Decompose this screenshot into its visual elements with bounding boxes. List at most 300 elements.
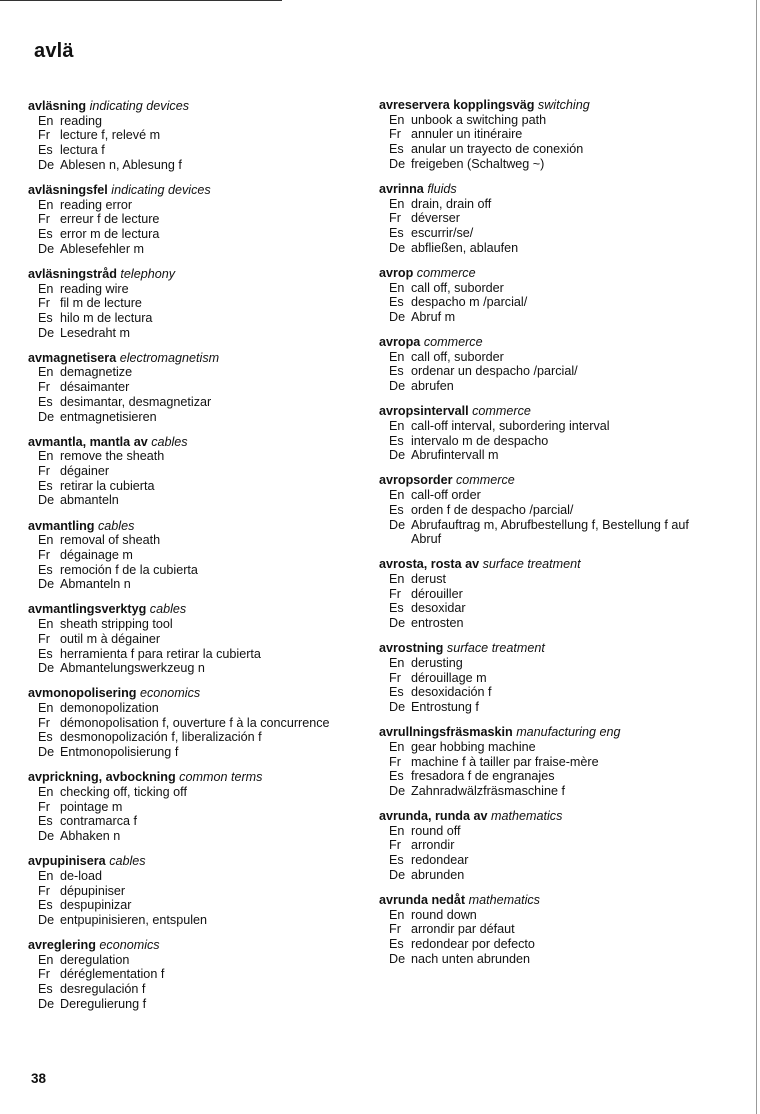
translation-text: dépupiniser (60, 883, 126, 898)
entry-head (28, 854, 368, 869)
translation-text: Deregulierung f (60, 996, 147, 1011)
translation-text: demonopolization (60, 701, 159, 716)
translation-row (28, 982, 368, 997)
entry-head (28, 183, 368, 198)
language-code: De (38, 493, 55, 508)
translation-text: despacho m /parcial/ (411, 295, 528, 310)
entry-domain: switching (537, 98, 590, 112)
language-code: Fr (38, 464, 50, 479)
language-code: Es (389, 142, 404, 157)
translation-row (379, 113, 719, 128)
translation-text: machine f à tailler par fraise-mère (411, 754, 599, 769)
translation-row (379, 350, 719, 365)
language-code: En (38, 197, 54, 212)
translation-text: redondear (411, 853, 469, 868)
language-code: Es (389, 769, 404, 784)
dictionary-entry (379, 725, 719, 799)
top-rule (0, 0, 282, 1)
translation-row (28, 449, 368, 464)
entry-head (28, 938, 368, 953)
translation-text: redondear por defecto (411, 937, 535, 952)
dictionary-entry (379, 809, 719, 883)
entry-term: avreglering (28, 938, 96, 953)
language-code: Fr (38, 380, 50, 395)
language-code: Fr (389, 838, 401, 853)
translation-row (379, 868, 719, 883)
entry-term: avmantla, mantla av (28, 434, 148, 449)
entry-head (28, 519, 368, 534)
entry-head (379, 182, 719, 197)
translation-row (379, 671, 719, 686)
language-code: Es (389, 364, 404, 379)
language-code: En (389, 280, 405, 295)
translation-text: escurrir/se/ (411, 226, 474, 241)
entry-head (379, 641, 719, 656)
language-code: En (389, 349, 405, 364)
translation-text: désaimanter (60, 380, 130, 395)
translation-text: Abmanteln n (60, 577, 131, 592)
translation-row (28, 898, 368, 913)
entry-domain: fluids (427, 181, 457, 196)
translation-row (379, 281, 719, 296)
translation-text: dérouillage m (411, 670, 487, 685)
entry-domain: common terms (179, 770, 263, 785)
translation-row (28, 829, 368, 844)
translation-row (379, 824, 719, 839)
translation-text: abrufen (411, 379, 454, 394)
language-code: De (38, 577, 55, 592)
language-code: Es (38, 227, 53, 242)
entry-head (379, 725, 719, 740)
entry-term: avropa (379, 335, 421, 350)
entry-term: avmantling (28, 518, 95, 533)
translation-text: Abrufauftrag m, Abrufbestellung f, Bestellung f auf Abruf (411, 517, 689, 547)
translation-text: dérouiller (411, 586, 463, 601)
language-code: Es (38, 982, 53, 997)
language-code: En (389, 112, 405, 127)
language-code: De (38, 409, 55, 424)
dictionary-entry (28, 519, 368, 593)
entry-term: avrinna (379, 181, 424, 196)
translation-row (379, 364, 719, 379)
language-code: En (38, 617, 54, 632)
language-code: En (389, 488, 405, 503)
translation-text: Entmonopolisierung f (60, 745, 179, 760)
translation-text: reading (60, 113, 103, 128)
translation-text: call off, suborder (411, 280, 504, 295)
translation-row (379, 587, 719, 602)
translation-row (28, 242, 368, 257)
dictionary-entry (28, 351, 368, 425)
translation-text: entpupinisieren, entspulen (60, 912, 208, 927)
language-code: Es (38, 646, 53, 661)
translation-row (379, 142, 719, 157)
entry-head (28, 686, 368, 701)
translation-text: retirar la cubierta (60, 478, 155, 493)
translation-text: despupinizar (60, 898, 132, 913)
translation-row (28, 212, 368, 227)
entry-head (379, 893, 719, 908)
language-code: De (389, 951, 406, 966)
language-code: De (389, 240, 406, 255)
translation-text: entmagnetisieren (60, 409, 157, 424)
translation-text: unbook a switching path (411, 112, 547, 127)
translation-text: round off (411, 823, 461, 838)
translation-text: demagnetize (60, 365, 133, 380)
translation-text: Abrufintervall m (411, 448, 499, 463)
translation-row (379, 922, 719, 937)
language-code: De (389, 379, 406, 394)
right-column (379, 98, 719, 977)
language-code: Fr (38, 631, 50, 646)
translation-text: lecture f, relevé m (60, 128, 161, 143)
language-code: De (38, 829, 55, 844)
entry-domain: cables (151, 434, 188, 449)
page-number: 38 (31, 1071, 47, 1086)
dictionary-entry (379, 893, 719, 967)
dictionary-entry (28, 854, 368, 928)
language-code: En (38, 952, 54, 967)
translation-row (28, 785, 368, 800)
language-code: De (38, 996, 55, 1011)
translation-row (28, 716, 368, 731)
translation-row (28, 326, 368, 341)
translation-row (28, 632, 368, 647)
translation-text: Entrostung f (411, 700, 479, 715)
translation-text: Zahnradwälzfräsmaschine f (411, 783, 565, 798)
entry-domain: commerce (456, 473, 515, 488)
language-code: De (389, 616, 406, 631)
dictionary-entry (379, 557, 719, 631)
language-code: En (389, 418, 405, 433)
translation-row (379, 769, 719, 784)
dictionary-entry (28, 183, 368, 257)
translation-row (28, 158, 368, 173)
translation-row (28, 884, 368, 899)
entry-head (28, 435, 368, 450)
dictionary-entry (379, 404, 719, 463)
entry-term: avreservera kopplingsväg (379, 98, 535, 112)
language-code: Es (38, 394, 53, 409)
left-column (28, 99, 368, 1022)
translation-row (379, 211, 719, 226)
translation-row (28, 282, 368, 297)
translation-text: intervalo m de despacho (411, 433, 549, 448)
translation-text: ordenar un despacho /parcial/ (411, 364, 578, 379)
translation-row (379, 952, 719, 967)
language-code: Es (389, 685, 404, 700)
entry-head (28, 770, 368, 785)
translation-row (28, 464, 368, 479)
translation-text: deregulation (60, 952, 130, 967)
translation-row (28, 114, 368, 129)
translation-text: removal of sheath (60, 533, 161, 548)
language-code: En (38, 701, 54, 716)
entry-domain: mathematics (468, 892, 540, 907)
language-code: En (389, 823, 405, 838)
translation-text: dégainage m (60, 547, 133, 562)
translation-text: Ablesefehler m (60, 241, 144, 256)
entry-domain: commerce (423, 335, 483, 350)
translation-text: call off, suborder (411, 349, 504, 364)
translation-row (28, 143, 368, 158)
language-code: Es (389, 601, 404, 616)
translation-text: desoxidar (411, 601, 466, 616)
dictionary-entry (28, 602, 368, 676)
page-edge-rule (756, 0, 757, 1114)
translation-text: gear hobbing machine (411, 739, 536, 754)
language-code: De (389, 783, 406, 798)
translation-text: remove the sheath (60, 449, 165, 464)
language-code: Fr (38, 715, 50, 730)
language-code: De (389, 700, 406, 715)
translation-text: call-off order (411, 488, 481, 503)
translation-row (28, 365, 368, 380)
entry-domain: indicating devices (89, 99, 190, 113)
entry-term: avropsintervall (379, 404, 469, 419)
language-code: De (38, 745, 55, 760)
entry-head (28, 602, 368, 617)
language-code: Es (38, 562, 53, 577)
entry-head (28, 267, 368, 282)
language-code: De (38, 661, 55, 676)
running-headword: avlä (34, 40, 74, 62)
translation-row (28, 701, 368, 716)
translation-row (28, 617, 368, 632)
entry-term: avrullningsfräsmaskin (379, 725, 513, 740)
translation-text: desmonopolización f, liberalización f (60, 730, 262, 745)
language-code: En (389, 739, 405, 754)
translation-text: de-load (60, 868, 103, 883)
translation-row (28, 800, 368, 815)
entry-head (379, 473, 719, 488)
entry-term: avrunda nedåt (379, 892, 466, 907)
language-code: Es (38, 143, 53, 158)
translation-row (28, 311, 368, 326)
translation-text: error m de lectura (60, 227, 160, 242)
language-code: Fr (389, 754, 401, 769)
translation-text: round down (411, 907, 477, 922)
translation-row (28, 563, 368, 578)
translation-text: abfließen, ablaufen (411, 240, 519, 255)
translation-row (379, 127, 719, 142)
entry-head (379, 404, 719, 419)
translation-row (28, 479, 368, 494)
entry-domain: economics (139, 686, 201, 701)
language-code: Fr (389, 922, 401, 937)
language-code: Es (38, 478, 53, 493)
translation-row (28, 577, 368, 592)
entry-term: avmagnetisera (28, 350, 117, 365)
translation-row (379, 740, 719, 755)
language-code: En (389, 655, 405, 670)
translation-row (28, 296, 368, 311)
language-code: Es (38, 898, 53, 913)
translation-row (379, 157, 719, 172)
entry-term: avläsningstråd (28, 266, 117, 281)
translation-row (379, 685, 719, 700)
entry-domain: telephony (120, 266, 176, 281)
language-code: Es (38, 310, 53, 325)
translation-row (28, 953, 368, 968)
translation-text: reading wire (60, 281, 129, 296)
language-code: Fr (38, 799, 50, 814)
translation-text: drain, drain off (411, 196, 492, 211)
translation-text: derusting (411, 655, 463, 670)
translation-text: erreur f de lecture (60, 212, 160, 227)
translation-text: outil m à dégainer (60, 631, 161, 646)
entry-domain: cables (109, 854, 146, 869)
translation-row (28, 814, 368, 829)
language-code: De (38, 325, 55, 340)
dictionary-entry (379, 182, 719, 256)
entry-term: avprickning, avbockning (28, 770, 176, 785)
translation-text: Abhaken n (60, 829, 121, 844)
translation-text: call-off interval, subordering interval (411, 418, 610, 433)
translation-row (28, 997, 368, 1012)
language-code: Fr (38, 547, 50, 562)
entry-domain: cables (97, 518, 135, 533)
translation-text: Ablesen n, Ablesung f (60, 157, 182, 172)
entry-term: avläsningsfel (28, 182, 108, 197)
language-code: En (38, 281, 54, 296)
translation-text: orden f de despacho /parcial/ (411, 502, 574, 517)
translation-row (28, 647, 368, 662)
translation-row (379, 656, 719, 671)
translation-row (379, 197, 719, 212)
language-code: En (389, 907, 405, 922)
language-code: Fr (38, 212, 50, 227)
dictionary-entry (379, 266, 719, 325)
translation-text: arrondir par défaut (411, 922, 515, 937)
language-code: Fr (38, 128, 50, 143)
language-code: De (389, 448, 406, 463)
entry-term: avrostning (379, 641, 444, 656)
language-code: Fr (38, 883, 50, 898)
translation-row (379, 295, 719, 310)
translation-text: fresadora f de engranajes (411, 769, 555, 784)
language-code: Fr (389, 586, 401, 601)
translation-text: abmanteln (60, 493, 119, 508)
translation-row (28, 967, 368, 982)
translation-text: fil m de lecture (60, 296, 142, 311)
translation-text: dégainer (60, 464, 110, 479)
translation-text: annuler un itinéraire (411, 127, 523, 142)
translation-row (28, 395, 368, 410)
translation-text: freigeben (Schaltweg ~) (411, 156, 545, 171)
translation-text: derust (411, 572, 447, 587)
translation-text: pointage m (60, 799, 123, 814)
language-code: Es (38, 814, 53, 829)
translation-row (28, 380, 368, 395)
translation-row (28, 745, 368, 760)
entry-head (28, 351, 368, 366)
language-code: Fr (389, 211, 401, 226)
translation-row (379, 601, 719, 616)
entry-head (379, 98, 719, 113)
translation-row (28, 730, 368, 745)
translation-row (379, 379, 719, 394)
entry-domain: electromagnetism (119, 350, 220, 365)
translation-text: anular un trayecto de conexión (411, 142, 584, 157)
translation-row (28, 227, 368, 242)
language-code: Es (389, 937, 404, 952)
translation-text: abrunden (411, 867, 465, 882)
translation-row (28, 913, 368, 928)
entry-term: avläsning (28, 99, 87, 113)
language-code: De (389, 867, 406, 882)
entry-head (28, 99, 368, 114)
language-code: Fr (389, 670, 401, 685)
entry-term: avmantlingsverktyg (28, 602, 147, 617)
entry-head (379, 266, 719, 281)
translation-row (379, 853, 719, 868)
entry-domain: cables (149, 602, 187, 617)
dictionary-entry (379, 473, 719, 547)
language-code: Es (389, 226, 404, 241)
language-code: Es (389, 853, 404, 868)
translation-text: Abmantelungswerkzeug n (60, 661, 205, 676)
entry-domain: economics (99, 938, 160, 953)
language-code: Es (389, 295, 404, 310)
translation-text: desimantar, desmagnetizar (60, 394, 212, 409)
translation-text: contramarca f (60, 814, 137, 829)
dictionary-entry (28, 770, 368, 844)
language-code: De (38, 912, 55, 927)
translation-row (379, 616, 719, 631)
translation-row (379, 226, 719, 241)
translation-text: arrondir (411, 838, 455, 853)
language-code: Es (38, 730, 53, 745)
translation-text: checking off, ticking off (60, 784, 187, 799)
language-code: En (389, 572, 405, 587)
entry-domain: manufacturing eng (516, 725, 621, 740)
dictionary-entry (379, 98, 719, 172)
language-code: En (38, 113, 54, 128)
translation-row (379, 755, 719, 770)
translation-text: remoción f de la cubierta (60, 562, 198, 577)
translation-row (379, 937, 719, 952)
dictionary-entry (28, 99, 368, 173)
translation-text: desregulación f (60, 982, 146, 997)
language-code: En (38, 365, 54, 380)
language-code: Es (389, 433, 404, 448)
language-code: En (38, 533, 54, 548)
dictionary-entry (28, 267, 368, 341)
language-code: Fr (38, 296, 50, 311)
dictionary-entry (28, 686, 368, 760)
language-code: Fr (38, 967, 50, 982)
language-code: De (38, 157, 55, 172)
translation-text: Abruf m (411, 309, 456, 324)
translation-row (379, 518, 719, 547)
entry-term: avrunda, runda av (379, 809, 488, 824)
translation-text: Lesedraht m (60, 325, 131, 340)
translation-row (28, 869, 368, 884)
translation-row (379, 241, 719, 256)
dictionary-entry (28, 435, 368, 509)
translation-row (379, 488, 719, 503)
translation-text: entrosten (411, 616, 464, 631)
language-code: En (38, 784, 54, 799)
translation-text: déverser (411, 211, 460, 226)
entry-domain: surface treatment (482, 557, 581, 572)
translation-text: nach unten abrunden (411, 951, 531, 966)
entry-domain: indicating devices (111, 182, 211, 197)
dictionary-entry (379, 641, 719, 715)
translation-row (28, 548, 368, 563)
language-code: De (389, 517, 406, 532)
